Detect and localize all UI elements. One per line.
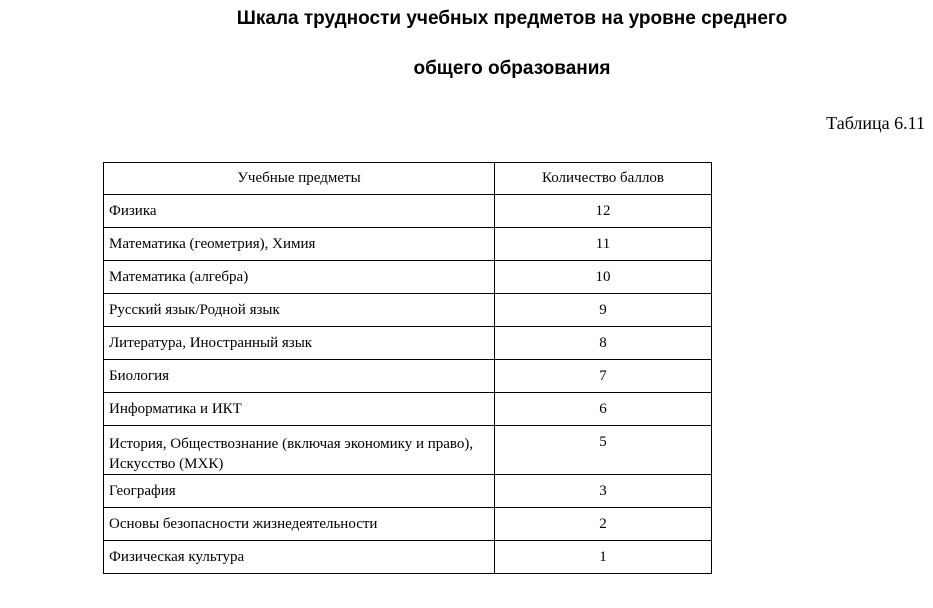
points-cell: 12 <box>495 195 712 228</box>
difficulty-table <box>103 162 712 574</box>
table-row <box>104 195 712 228</box>
header-subjects: Учебные предметы <box>104 163 495 195</box>
table-row <box>104 228 712 261</box>
table-header-row <box>104 163 712 195</box>
table-row <box>104 360 712 393</box>
table-row <box>104 393 712 426</box>
table-number-label: Таблица 6.11 <box>826 113 925 133</box>
header-points: Количество баллов <box>495 163 712 195</box>
points-cell: 1 <box>495 541 712 574</box>
subject-cell: Русский язык/Родной язык <box>104 294 495 327</box>
subject-cell: Биология <box>104 360 495 393</box>
subject-cell: Литература, Иностранный язык <box>104 327 495 360</box>
points-cell: 7 <box>495 360 712 393</box>
table-row <box>104 294 712 327</box>
subject-cell: География <box>104 475 495 508</box>
subject-cell: Информатика и ИКТ <box>104 393 495 426</box>
subject-cell: Математика (алгебра) <box>104 261 495 294</box>
points-cell: 9 <box>495 294 712 327</box>
points-cell: 3 <box>495 475 712 508</box>
points-cell: 6 <box>495 393 712 426</box>
subject-cell: История, Обществознание (включая экономику и право), Искусство (МХК) <box>104 426 495 475</box>
title-line-2: общего образования <box>413 58 611 79</box>
points-cell: 11 <box>495 228 712 261</box>
table-row <box>104 261 712 294</box>
points-cell: 10 <box>495 261 712 294</box>
title-line-1: Шкала трудности учебных предметов на уровне среднего <box>236 8 788 29</box>
subject-cell: Физика <box>104 195 495 228</box>
points-cell: 5 <box>495 426 712 475</box>
points-cell: 8 <box>495 327 712 360</box>
table-row <box>104 475 712 508</box>
subject-cell: Физическая культура <box>104 541 495 574</box>
subject-cell: Математика (геометрия), Химия <box>104 228 495 261</box>
table-row <box>104 541 712 574</box>
table-row <box>104 327 712 360</box>
subject-cell: Основы безопасности жизнедеятельности <box>104 508 495 541</box>
points-cell: 2 <box>495 508 712 541</box>
table-row <box>104 426 712 475</box>
table-row <box>104 508 712 541</box>
